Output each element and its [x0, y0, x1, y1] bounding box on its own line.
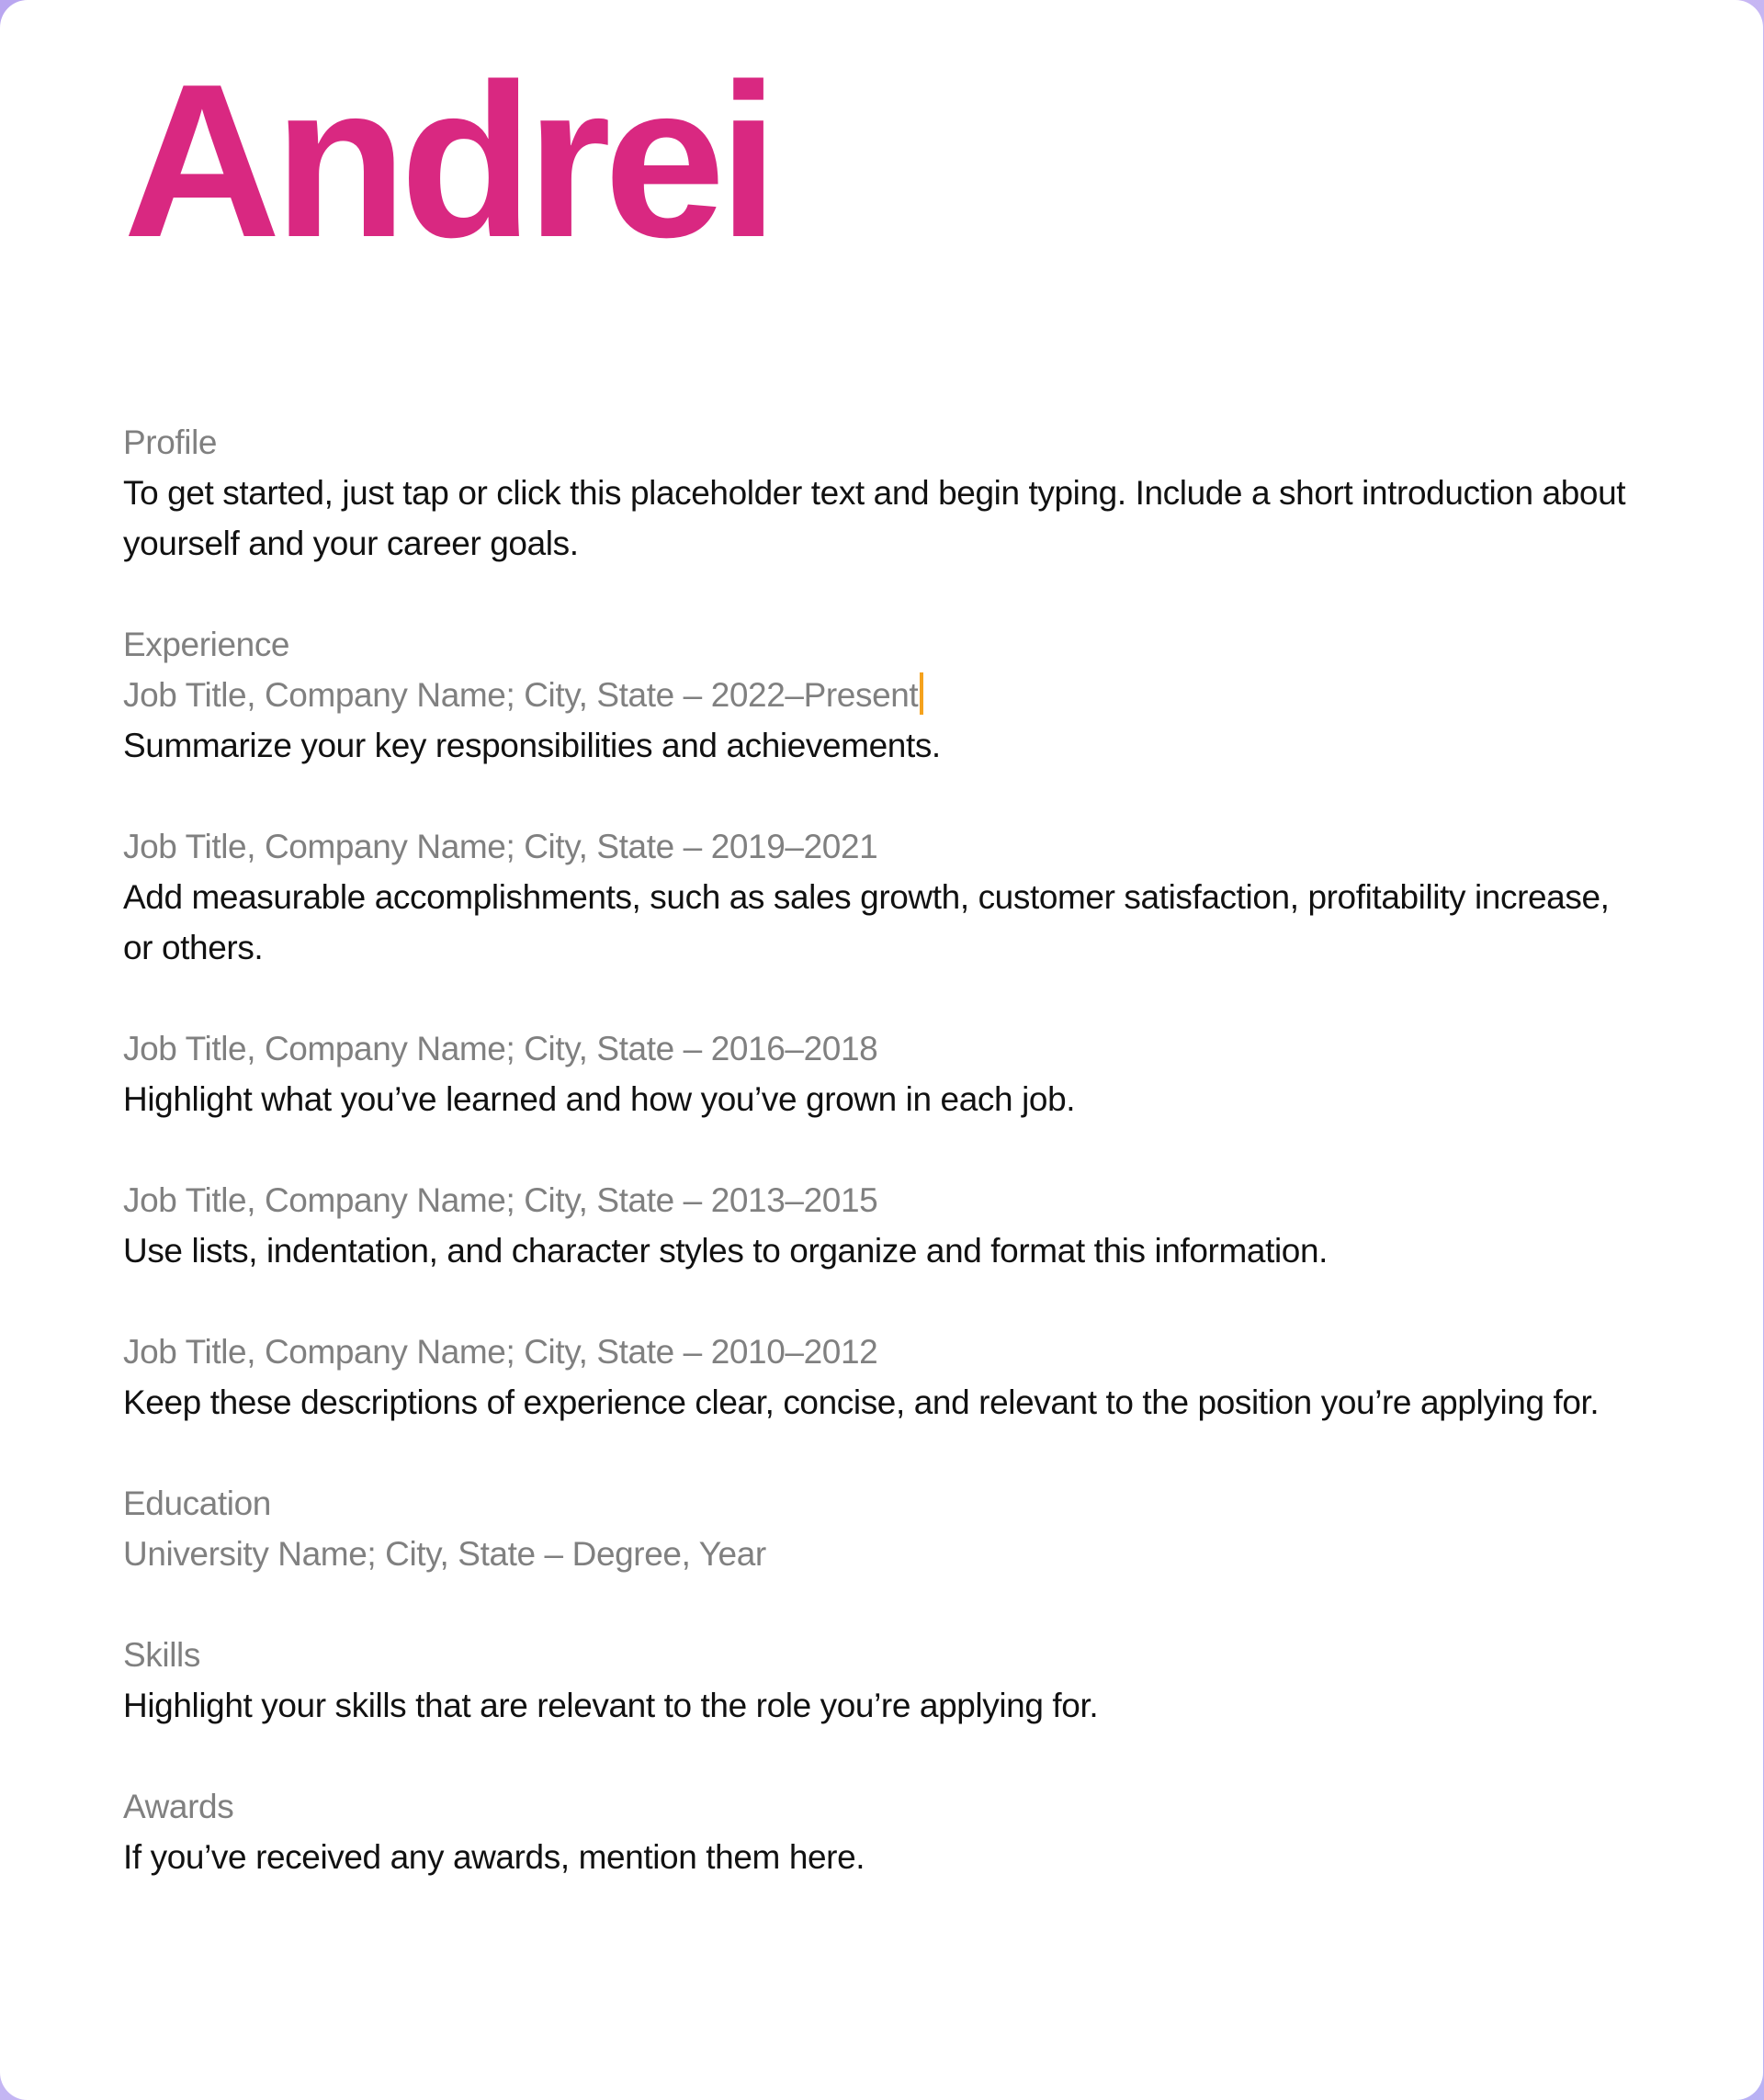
skills-heading[interactable]: Skills	[123, 1636, 200, 1674]
experience-entry	[123, 1023, 1640, 1124]
job-meta-text[interactable]: Job Title, Company Name; City, State – 2022–Present	[123, 676, 919, 714]
text-cursor	[920, 672, 923, 715]
experience-entry	[123, 1327, 1640, 1428]
job-description[interactable]: Keep these descriptions of experience clear, concise, and relevant to the position you’re applying for.	[123, 1383, 1600, 1421]
job-meta[interactable]: Job Title, Company Name; City, State – 2019–2021	[123, 828, 878, 865]
job-meta[interactable]: Job Title, Company Name; City, State – 2013–2015	[123, 1181, 878, 1219]
experience-entry	[123, 1175, 1640, 1276]
profile-text[interactable]: To get started, just tap or click this placeholder text and begin typing. Include a short introduction about yourself and your career goals.	[123, 474, 1626, 562]
job-description[interactable]: Summarize your key responsibilities and achievements.	[123, 727, 941, 764]
job-meta[interactable]: Job Title, Company Name; City, State – 2010–2012	[123, 1333, 878, 1371]
profile-heading[interactable]: Profile	[123, 423, 218, 461]
education-section	[123, 1478, 1640, 1579]
awards-heading[interactable]: Awards	[123, 1788, 234, 1825]
awards-section	[123, 1781, 1640, 1882]
skills-section	[123, 1630, 1640, 1731]
job-description[interactable]: Add measurable accomplishments, such as sales growth, customer satisfaction, profitability increase, or others.	[123, 878, 1610, 966]
resume-name[interactable]: Andrei	[123, 40, 772, 283]
experience-entry	[123, 821, 1640, 973]
experience-heading[interactable]: Experience	[123, 626, 290, 663]
job-meta[interactable]	[123, 670, 1640, 720]
awards-text[interactable]: If you’ve received any awards, mention them here.	[123, 1838, 865, 1876]
job-meta[interactable]: Job Title, Company Name; City, State – 2016–2018	[123, 1030, 878, 1067]
education-heading[interactable]: Education	[123, 1485, 271, 1522]
experience-entry	[123, 670, 1640, 771]
education-details[interactable]: University Name; City, State – Degree, Year	[123, 1535, 766, 1573]
resume-content	[123, 417, 1640, 1882]
experience-section	[123, 619, 1640, 1428]
profile-section	[123, 417, 1640, 569]
skills-text[interactable]: Highlight your skills that are relevant to the role you’re applying for.	[123, 1687, 1099, 1724]
job-description[interactable]: Highlight what you’ve learned and how you’ve grown in each job.	[123, 1080, 1076, 1118]
job-description[interactable]: Use lists, indentation, and character styles to organize and format this information.	[123, 1232, 1329, 1270]
